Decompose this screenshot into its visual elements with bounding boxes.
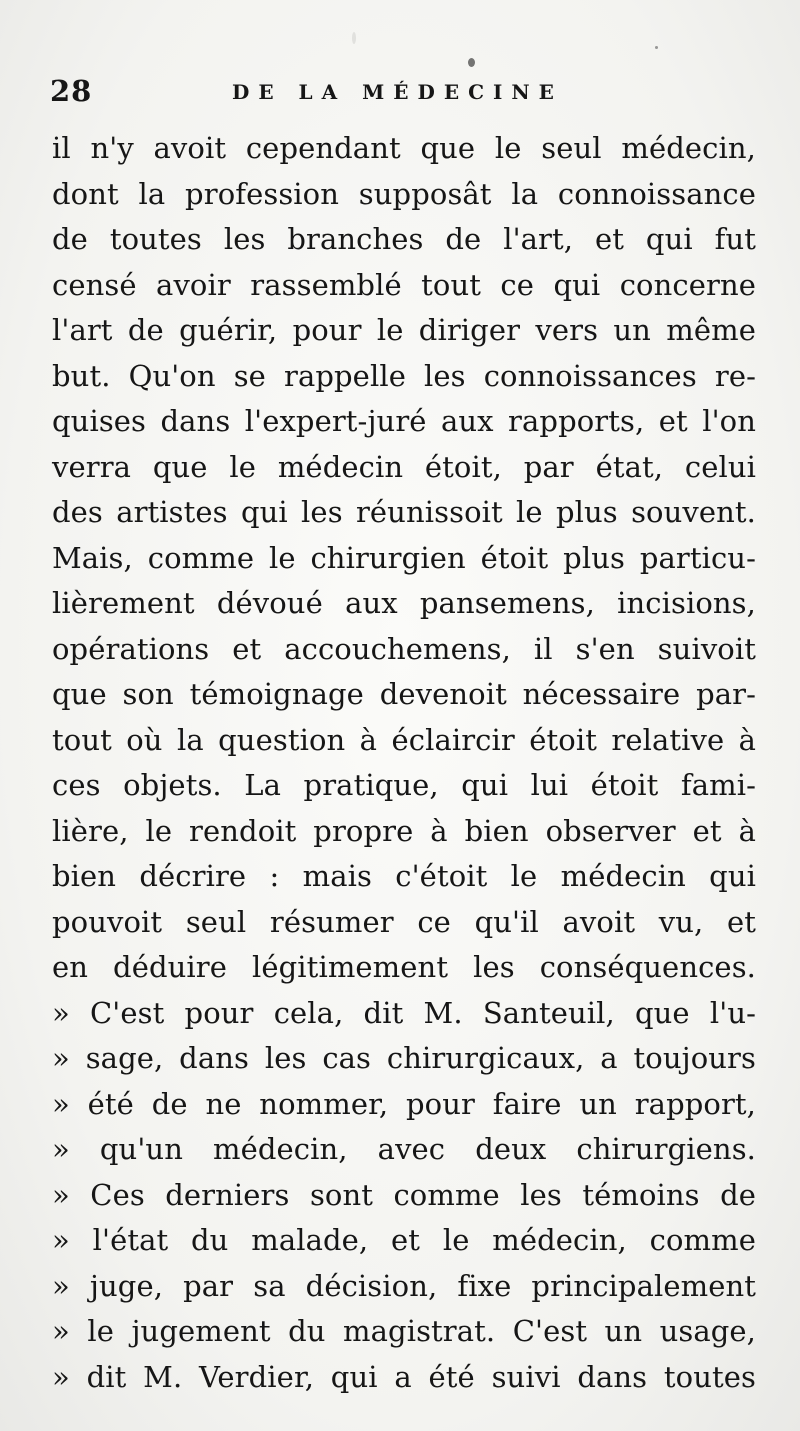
ink-speck <box>655 46 658 49</box>
text-line: » dit M. Verdier, qui a été suivi dans toutes <box>52 1359 756 1394</box>
text-line: lière, le rendoit propre à bien observer et à <box>52 813 756 848</box>
text-line: dont la profession supposât la connoissance <box>52 176 756 211</box>
text-line: quises dans l'expert-juré aux rapports, et l'on <box>52 404 756 438</box>
text-line: » C'est pour cela, dit M. Santeuil, que l'u- <box>52 995 756 1030</box>
text-line: » le jugement du magistrat. C'est un usage, <box>52 1314 756 1348</box>
text-line: » été de ne nommer, pour faire un rapport, <box>52 1086 756 1121</box>
text-line: que son témoignage devenoit nécessaire par- <box>52 677 756 711</box>
text-line: tout où la question à éclaircir étoit relative à <box>52 722 756 757</box>
ink-speck <box>468 58 475 67</box>
text-line: il n'y avoit cependant que le seul médecin, <box>52 131 756 165</box>
text-line: l'art de guérir, pour le diriger vers un même <box>52 313 756 347</box>
page-header <box>50 72 750 112</box>
text-line: des artistes qui les réunissoit le plus souvent. <box>52 495 756 529</box>
text-line: en déduire légitimement les conséquences. <box>52 950 756 984</box>
text-line: Mais, comme le chirurgien étoit plus particu- <box>52 540 756 575</box>
running-head: DE LA MÉDECINE <box>232 80 563 104</box>
page-number: 28 <box>50 74 93 108</box>
text-line: ces objets. La pratique, qui lui étoit fami- <box>52 768 756 802</box>
body-text <box>52 126 756 1400</box>
text-line: de toutes les branches de l'art, et qui fut <box>52 222 756 256</box>
text-line: » sage, dans les cas chirurgicaux, a toujours <box>52 1041 756 1075</box>
text-line: pouvoit seul résumer ce qu'il avoit vu, et <box>52 904 756 939</box>
text-line: bien décrire : mais c'étoit le médecin qui <box>52 859 756 893</box>
text-line: » juge, par sa décision, fixe principalement <box>52 1268 756 1303</box>
text-line: » l'état du malade, et le médecin, comme <box>52 1223 756 1257</box>
text-line: » Ces derniers sont comme les témoins de <box>52 1177 756 1212</box>
text-line: but. Qu'on se rappelle les connoissances re- <box>52 358 756 393</box>
text-line: censé avoir rassemblé tout ce qui concerne <box>52 267 756 302</box>
text-line: verra que le médecin étoit, par état, celui <box>52 449 756 484</box>
text-line: » qu'un médecin, avec deux chirurgiens. <box>52 1132 756 1166</box>
text-line: lièrement dévoué aux pansemens, incisions, <box>52 586 756 620</box>
ink-speck <box>352 32 356 44</box>
text-line: opérations et accouchemens, il s'en suivoit <box>52 631 756 666</box>
